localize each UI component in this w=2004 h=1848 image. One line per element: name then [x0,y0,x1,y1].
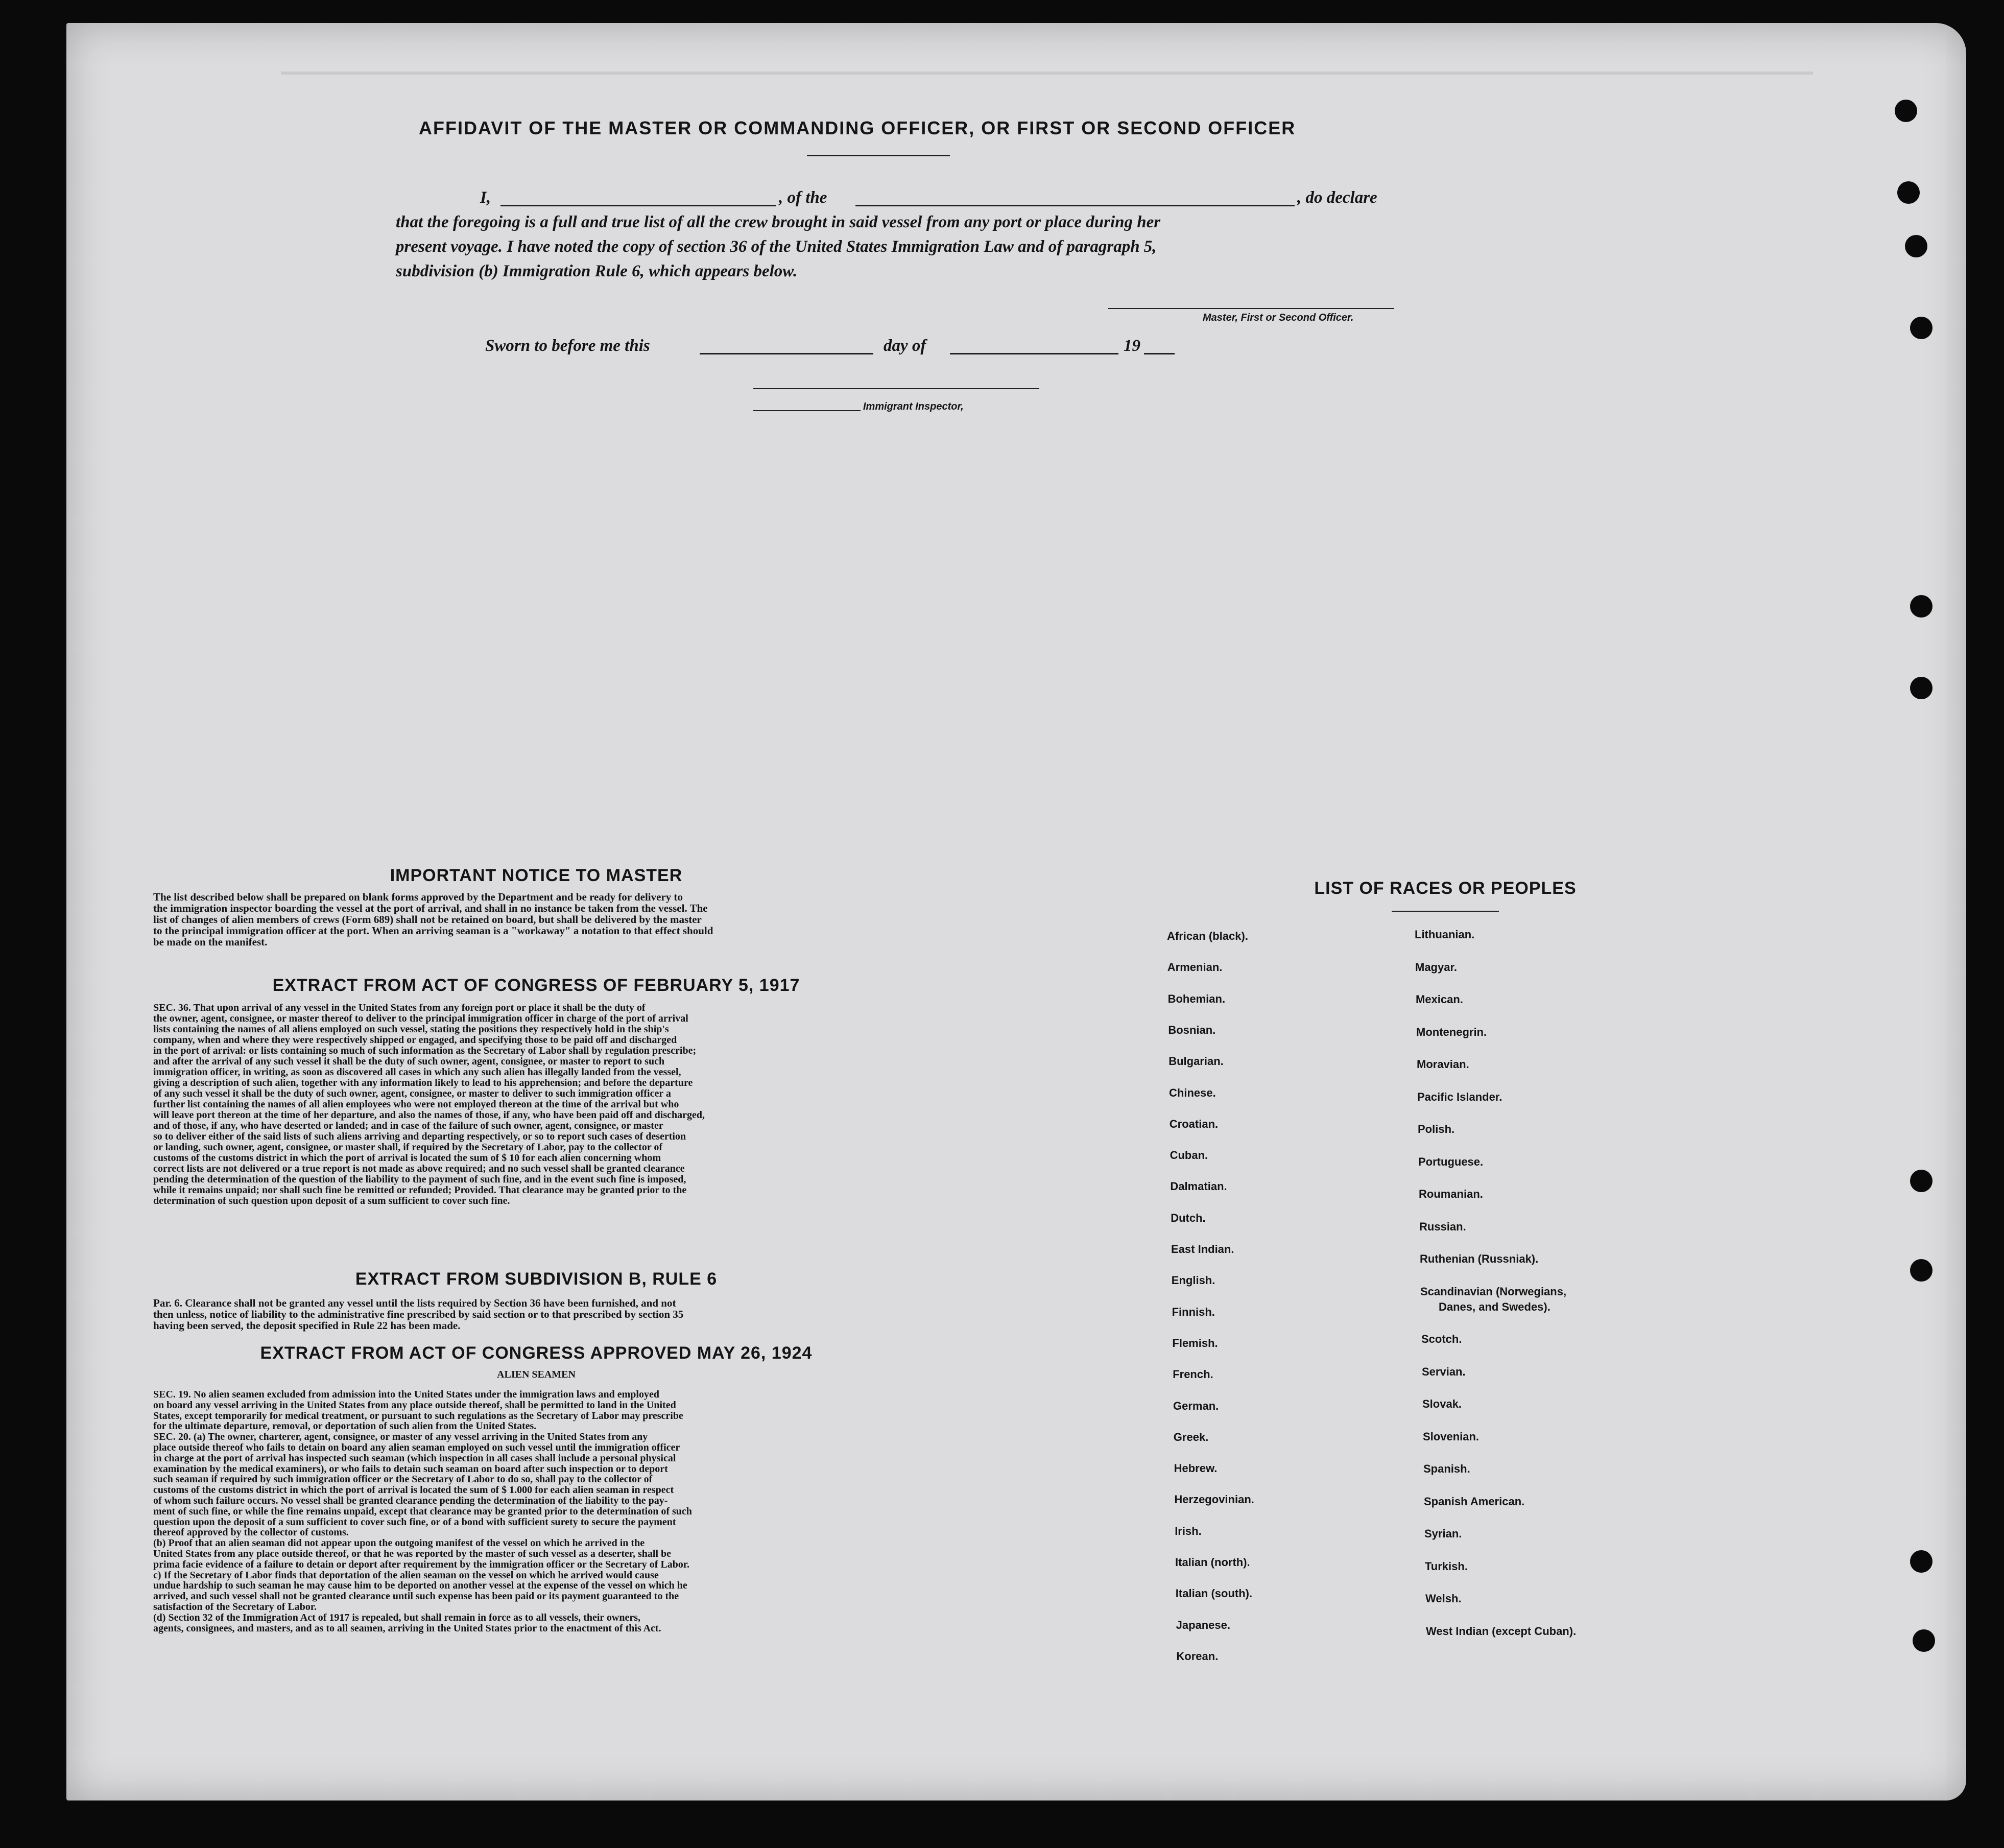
sworn-label: Sworn to before me this [485,337,650,355]
race-item: Hebrew. [1174,1462,1218,1475]
race-item: Turkish. [1425,1559,1468,1573]
extract-1924-line: thereof approved by the collector of customs. [153,1527,349,1538]
extract-1924-line: undue hardship to such seaman he may cause him to be deported on another vessel at the expense of the vessel on which he [153,1580,687,1592]
race-item: Scandinavian (Norwegians, [1420,1285,1567,1298]
race-item: Mexican. [1416,993,1463,1006]
master-signature-blank[interactable] [1108,308,1394,309]
extract-1924-line: question upon the deposit of a sum sufficient to cover such fine, or of a bond with sufficient surety to secure the payment [153,1516,676,1528]
race-item: Roumanian. [1419,1188,1483,1200]
year-blank[interactable] [1144,353,1175,354]
extract-1924-line: for the ultimate departure, removal, or deportation of such alien from the United States. [153,1420,537,1432]
rule-6-line: then unless, notice of liability to the administrative fine prescribed by said section or to that prescribed by section 35 [153,1308,684,1320]
document-sheet [66,23,1966,1800]
extract-1924-line: satisfaction of the Secretary of Labor. [153,1601,317,1613]
extract-1917-line: will leave port thereon at the time of her departure, and also the names of those, if any, who have been paid off and discharged, [153,1109,705,1121]
notice-body [153,891,919,947]
extract-1917-line: giving a description of such alien, together with any information likely to lead to his apprehension; and before the departure [153,1077,693,1088]
extract-1917-line: company, when and where they were respectively shipped or engaged, and specifying those to be paid off and discharged [153,1034,677,1046]
race-item: Moravian. [1417,1058,1469,1071]
extract-1924-line: United States from any place outside thereof, or that he was reported by the master of such vessel as a deserter, shall be [153,1548,671,1559]
race-item: Irish. [1175,1524,1202,1537]
race-item: Servian. [1422,1365,1466,1378]
extract-1924-line: such seaman if required by such immigration officer or the Secretary of Labor to do so, shall pay to the collector of [153,1474,653,1485]
extract-1924-line: place outside thereof who fails to detain on board any alien seaman employed on such vessel until the immigration officer [153,1441,680,1453]
title-underline [807,155,950,156]
race-item: Cuban. [1170,1149,1208,1162]
day-of-label: day of [884,337,926,355]
race-item: Montenegrin. [1416,1025,1487,1038]
race-item: Welsh. [1425,1592,1462,1605]
binder-hole [1910,1170,1933,1192]
race-item: Dutch. [1171,1211,1206,1224]
extract-1924-line: (d) Section 32 of the Immigration Act of 1917 is repealed, but shall remain in force as to all vessels, their owners, [153,1612,641,1623]
rule-6-line: having been served, the deposit specified in Rule 22 has been made. [153,1319,461,1332]
extract-1917-body [153,1003,919,1206]
race-item: Dalmatian. [1170,1180,1227,1193]
race-item: Pacific Islander. [1417,1090,1502,1103]
race-item: Armenian. [1167,961,1223,974]
extract-1924-title: EXTRACT FROM ACT OF CONGRESS APPROVED MAY 26, 1924 [260,1343,813,1363]
race-item: Finnish. [1172,1305,1215,1318]
extract-1924-line: prima facie evidence of a failure to detain or deport after requirement by the immigration officer or the Secretary of Labor. [153,1558,689,1570]
extract-1917-line: pending the determination of the question of the liability to the payment of such fine, and in the event such fine is imposed, [153,1174,686,1185]
race-item: Bohemian. [1167,992,1226,1005]
inspector-caption: Immigrant Inspector, [863,401,964,412]
extract-1924-line: on board any vessel arriving in the United States from any place outside thereof, shall be permitted to land in the United [153,1399,676,1411]
race-item: German. [1173,1399,1219,1412]
month-blank[interactable] [950,353,1118,354]
binder-hole [1910,677,1933,699]
race-item: Russian. [1419,1220,1466,1233]
extract-1924-line: States, except temporarily for medical treatment, or pursuant to such regulations as the Secretary of Labor may prescribe [153,1410,683,1421]
notice-title: IMPORTANT NOTICE TO MASTER [390,866,683,885]
extract-1917-line: and of those, if any, who have deserted or landed; and in case of the failure of such owner, agent, consignee, or master [153,1120,663,1131]
race-item: Slovenian. [1423,1430,1480,1443]
race-item: Herzegovinian. [1174,1493,1254,1506]
race-item: Polish. [1418,1123,1455,1135]
inspector-caption-rule [753,410,861,411]
race-item: Korean. [1176,1649,1219,1663]
extract-1917-line: correct lists are not delivered or a true report is not made as above required; and no such vessel shall be granted clearance [153,1163,685,1174]
extract-1917-title: EXTRACT FROM ACT OF CONGRESS OF FEBRUARY 5, 1917 [272,976,800,995]
race-item: English. [1171,1274,1215,1287]
extract-1924-line: SEC. 19. No alien seamen excluded from admission into the United States under the immigration laws and employed [153,1389,659,1400]
declaration-do-declare: , do declare [1297,188,1377,207]
extract-1924-subtitle: ALIEN SEAMEN [497,1369,576,1380]
race-item: Ruthenian (Russniak). [1420,1252,1539,1265]
race-item: Spanish. [1423,1462,1470,1475]
notice-line: list of changes of alien members of crews (Form 689) shall not be retained on board, but shall be delivered by the master [153,913,702,926]
extract-1917-line: or landing, such owner, agent, consignee, or master shall, if required by the Secretary of Labor, pay to the collector of [153,1142,663,1153]
race-item: Lithuanian. [1415,928,1475,941]
name-blank[interactable] [500,205,776,206]
race-item: Chinese. [1169,1086,1216,1099]
races-title-underline [1392,911,1499,912]
binder-hole [1897,181,1920,204]
affidavit-title: AFFIDAVIT OF THE MASTER OR COMMANDING OFFICER, OR FIRST OR SECOND OFFICER [419,117,1296,138]
race-item: Portuguese. [1418,1155,1484,1168]
extract-1924-line: customs of the customs district in which the port of arrival is located the sum of $ 1.000 for each alien seaman in respect [153,1484,674,1496]
race-item: Syrian. [1424,1527,1462,1540]
notice-line: The list described below shall be prepared on blank forms approved by the Department and be ready for delivery to [153,891,683,903]
race-item: West Indian (except Cuban). [1426,1624,1577,1638]
extract-1917-line: immigration officer, in writing, as soon as discovered all cases in which any such alien has illegally landed from the vessel, [153,1067,681,1078]
binder-hole [1905,235,1927,257]
extract-1924-line: arrived, and such vessel shall not be granted clearance until such expense has been paid or its payment guaranteed to the [153,1591,679,1602]
race-item: Japanese. [1176,1618,1230,1631]
sworn-line [485,334,1302,359]
rule-6-title: EXTRACT FROM SUBDIVISION B, RULE 6 [355,1269,718,1289]
race-item: Croatian. [1169,1117,1219,1130]
binder-hole [1913,1629,1935,1652]
race-item: Italian (north). [1175,1556,1250,1569]
race-item: Slovak. [1422,1397,1462,1410]
race-item: Italian (south). [1175,1587,1253,1600]
extract-1917-line: and after the arrival of any such vessel it shall be the duty of such owner, agent, consignee, or master to report to such [153,1056,665,1067]
binder-hole [1910,1550,1933,1573]
extract-1924-line: in charge at the port of arrival has inspected such seaman (which inspection in all cases shall include a personal physical [153,1452,676,1464]
declaration-i: I, [480,188,491,207]
races-title: LIST OF RACES OR PEOPLES [1314,879,1577,898]
declaration-line-4: subdivision (b) Immigration Rule 6, which appears below. [396,262,798,280]
extract-1917-line: lists containing the names of all aliens employed on such vessel, stating the positions they respectively hold in the ship's [153,1024,669,1035]
inspector-signature-blank[interactable] [753,388,1039,389]
binder-hole [1895,100,1917,122]
extract-1924-body [153,1389,919,1633]
sworn-day-blank[interactable] [700,353,873,354]
master-caption: Master, First or Second Officer. [1203,312,1354,323]
extract-1924-line: agents, consignees, and masters, and as to all seamen, arriving in the United States prior to the enactment of this Act. [153,1622,661,1634]
declaration-line-2: that the foregoing is a full and true list of all the crew brought in said vessel from any port or place during her [396,213,1161,231]
notice-line: be made on the manifest. [153,936,268,948]
race-item: Greek. [1173,1430,1209,1443]
race-item: Flemish. [1172,1336,1218,1349]
race-item: African (black). [1167,930,1248,942]
extract-1917-line: while it remains unpaid; nor shall such fine be remitted or refunded; Provided. That clearance may be granted prior to the [153,1184,687,1196]
race-item: Scotch. [1421,1333,1462,1345]
extract-1917-line: customs of the customs district in which the port of arrival is located the sum of $ 10 for each alien concerning whom [153,1152,661,1164]
notice-line: the immigration inspector boarding the vessel at the port of arrival, and shall in no instance be taken from the vessel. The [153,902,708,914]
extract-1924-line: of whom such failure occurs. No vessel shall be granted clearance pending the determination of the liability to the pay- [153,1495,668,1506]
vessel-blank[interactable] [855,205,1295,206]
race-item: Magyar. [1415,960,1457,974]
year-prefix: 19 [1124,337,1140,355]
extract-1917-line: in the port of arrival: or lists containing so much of such information as the Secretary of Labor shall by regulation prescribe; [153,1045,697,1056]
extract-1924-line: examination by the medical examiners), or who fails to detain such seaman on board after such inspection or to deport [153,1463,668,1475]
extract-1917-line: further list containing the names of all alien employees who were not employed thereon at the time of the arrival but who [153,1099,679,1110]
binder-hole [1910,317,1933,339]
extract-1924-line: SEC. 20. (a) The owner, charterer, agent, consignee, or master of any vessel arriving in the United States from any [153,1431,648,1443]
race-item: Bosnian. [1168,1023,1216,1036]
race-item: Spanish American. [1424,1495,1525,1508]
extract-1917-line: so to deliver either of the said lists of such aliens arriving and departing respectively, or so to report such cases of desertion [153,1131,686,1142]
declaration-line-3: present voyage. I have noted the copy of section 36 of the United States Immigration Law and of paragraph 5, [396,238,1157,256]
race-item: Danes, and Swedes). [1439,1300,1550,1313]
binder-hole [1910,1259,1933,1282]
race-item: East Indian. [1171,1243,1234,1255]
extract-1924-line: (b) Proof that an alien seaman did not appear upon the outgoing manifest of the vessel on which he arrived in the [153,1537,645,1549]
extract-1917-line: of any such vessel it shall be the duty of such owner, agent, consignee, or master to deliver to such immigration officer a [153,1088,671,1099]
extract-1917-line: SEC. 36. That upon arrival of any vessel in the United States from any foreign port or place it shall be the duty of [153,1002,646,1013]
declaration-line-1 [429,185,1476,211]
extract-1917-line: the owner, agent, consignee, or master thereof to deliver to the principal immigration officer in charge of the port of arrival [153,1013,688,1024]
rule-6-body [153,1297,919,1331]
extract-1924-line: ment of such fine, or while the fine remains unpaid, except that clearance may be granted prior to the determination of such [153,1505,692,1517]
declaration-of-the: , of the [779,188,827,207]
race-item: Bulgarian. [1168,1055,1224,1068]
race-item: French. [1173,1368,1213,1381]
extract-1917-line: determination of such question upon deposit of a sum sufficient to cover such fine. [153,1195,510,1206]
binder-hole [1910,595,1933,618]
extract-1924-line: c) If the Secretary of Labor finds that deportation of the alien seaman on the vessel on which he arrived would cause [153,1569,659,1581]
rule-6-line: Par. 6. Clearance shall not be granted any vessel until the lists required by Section 36 have been furnished, and not [153,1297,676,1309]
notice-line: to the principal immigration officer at the port. When an arriving seaman is a "workaway" a notation to that effect should [153,925,713,937]
